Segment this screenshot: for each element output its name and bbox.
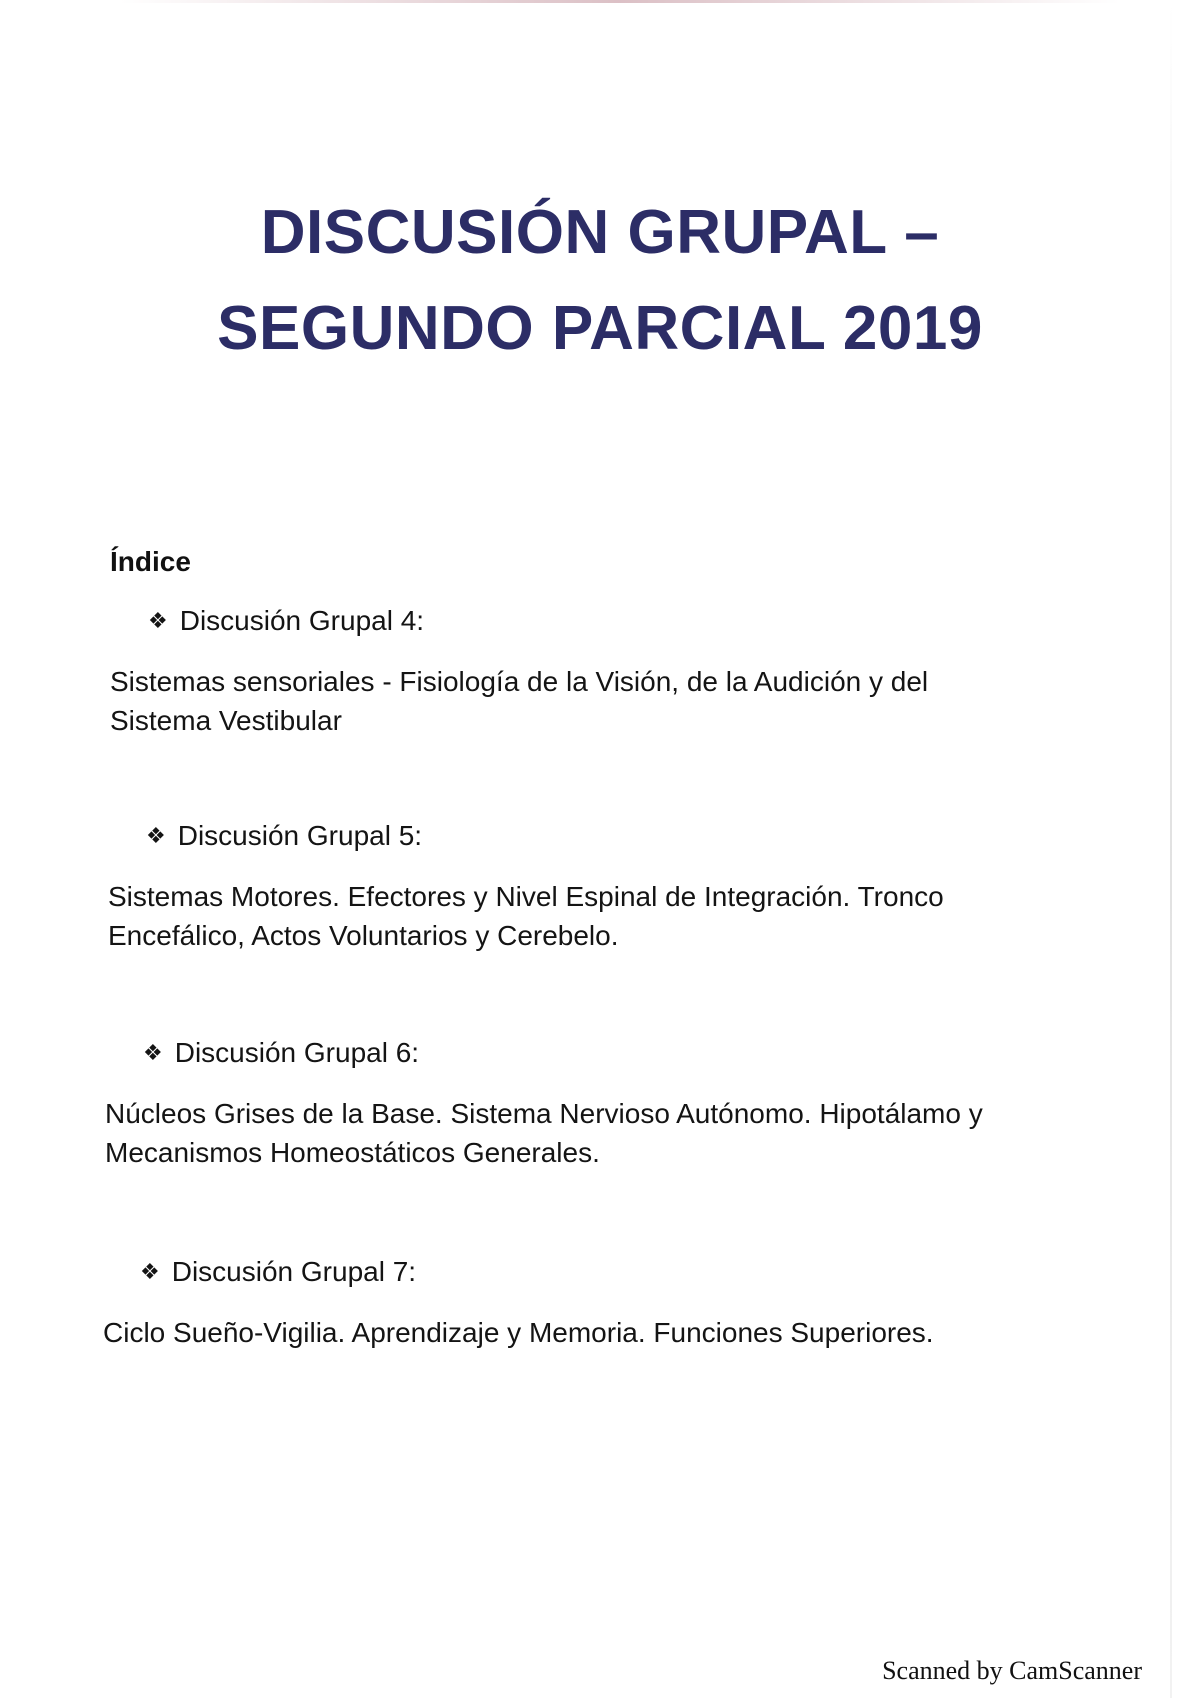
entry-description-line: Mecanismos Homeostáticos Generales. <box>105 1137 600 1168</box>
bullet-diamond-icon: ❖ <box>140 1259 160 1284</box>
scan-edge-top <box>120 0 1120 3</box>
entry-heading-text: Discusión Grupal 7: <box>171 1256 417 1287</box>
entry-heading-5 <box>146 822 422 850</box>
entry-heading-4 <box>148 607 424 635</box>
entry-description-line: Encefálico, Actos Voluntarios y Cerebelo. <box>108 920 619 951</box>
entry-description-7 <box>103 1313 934 1352</box>
bullet-diamond-icon: ❖ <box>148 608 168 633</box>
entry-description-line: Sistemas Motores. Efectores y Nivel Espinal de Integración. Tronco <box>108 881 944 912</box>
entry-description-6 <box>105 1094 983 1172</box>
entry-heading-text: Discusión Grupal 4: <box>179 605 425 636</box>
entry-heading-7 <box>140 1258 416 1286</box>
scanner-watermark: Scanned by CamScanner <box>882 1656 1142 1685</box>
entry-heading-text: Discusión Grupal 6: <box>174 1037 420 1068</box>
title-line-2: SEGUNDO PARCIAL 2019 <box>217 294 983 363</box>
title-line-1: DISCUSIÓN GRUPAL – <box>260 198 940 267</box>
entry-description-line: Sistemas sensoriales - Fisiología de la Visión, de la Audición y del <box>110 666 929 697</box>
entry-description-4 <box>110 662 928 740</box>
entry-description-line: Núcleos Grises de la Base. Sistema Nervioso Autónomo. Hipotálamo y <box>105 1098 983 1129</box>
bullet-diamond-icon: ❖ <box>146 823 166 848</box>
entry-description-line: Ciclo Sueño-Vigilia. Aprendizaje y Memoria. Funciones Superiores. <box>103 1317 934 1348</box>
entry-heading-text: Discusión Grupal 5: <box>177 820 423 851</box>
entry-description-5 <box>108 877 944 955</box>
bullet-diamond-icon: ❖ <box>143 1040 163 1065</box>
index-heading: Índice <box>110 546 191 577</box>
entry-heading-6 <box>143 1039 419 1067</box>
entry-description-line: Sistema Vestibular <box>110 705 342 736</box>
